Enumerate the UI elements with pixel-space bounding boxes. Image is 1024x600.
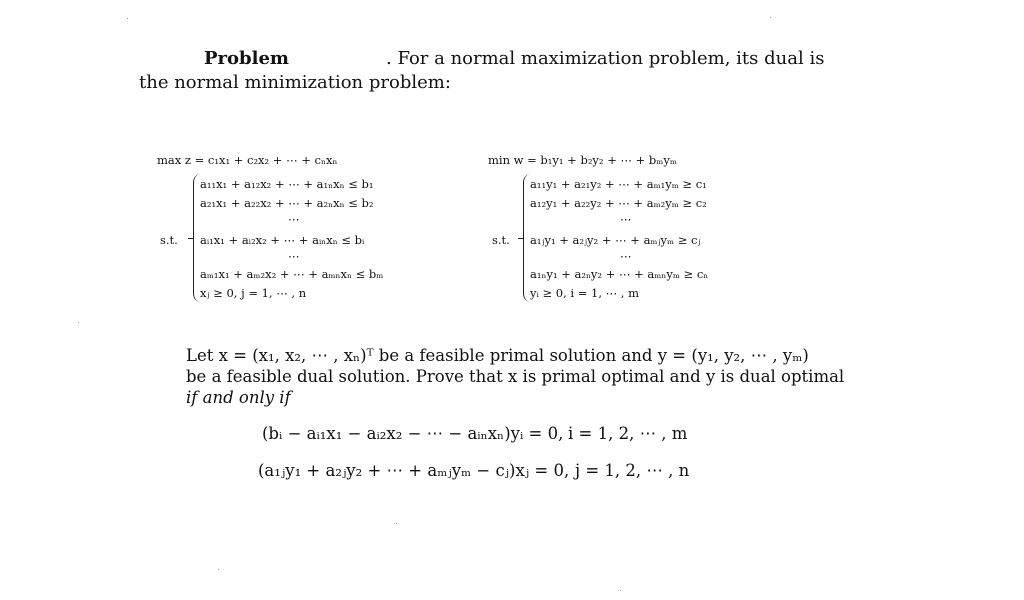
dual-st-label: s.t. xyxy=(492,233,510,247)
primal-constraint-2: a₂₁x₁ + a₂₂x₂ + ⋯ + a₂ₙxₙ ≤ b₂ xyxy=(200,196,374,210)
primal-brace xyxy=(193,174,200,302)
condition-2-range: j = 1, 2, ⋯ , n xyxy=(575,461,690,480)
primal-nonnegativity: xⱼ ≥ 0, j = 1, ⋯ , n xyxy=(200,286,307,300)
dual-constraint-j: a₁ⱼy₁ + a₂ⱼy₂ + ⋯ + aₘⱼyₘ ≥ cⱼ xyxy=(530,233,701,247)
statement-line-3: if and only if xyxy=(186,388,291,407)
dual-ellipsis-2: ⋯ xyxy=(620,249,632,263)
intro-line-2: the normal minimization problem: xyxy=(139,72,451,93)
primal-constraint-1: a₁₁x₁ + a₁₂x₂ + ⋯ + a₁ₙxₙ ≤ b₁ xyxy=(200,177,374,191)
problem-title: Problem xyxy=(204,48,289,69)
dual-constraint-2: a₁₂y₁ + a₂₂y₂ + ⋯ + aₘ₂yₘ ≥ c₂ xyxy=(530,196,707,210)
dual-ellipsis-1: ⋯ xyxy=(620,212,632,226)
primal-ellipsis-1: ⋯ xyxy=(288,212,300,226)
condition-1: (bᵢ − aᵢ₁x₁ − aᵢ₂x₂ − ⋯ − aᵢₙxₙ)yᵢ = 0, xyxy=(262,424,564,443)
primal-ellipsis-2: ⋯ xyxy=(288,249,300,263)
primal-constraint-m: aₘ₁x₁ + aₘ₂x₂ + ⋯ + aₘₙxₙ ≤ bₘ xyxy=(200,267,384,281)
condition-1-range: i = 1, 2, ⋯ , m xyxy=(568,424,688,443)
dual-constraint-1: a₁₁y₁ + a₂₁y₂ + ⋯ + aₘ₁yₘ ≥ c₁ xyxy=(530,177,707,191)
scan-speck xyxy=(396,523,397,524)
statement-line-1: Let x = (x₁, x₂, ⋯ , xₙ)ᵀ be a feasible primal solution and y = (y₁, y₂, ⋯ , yₘ) xyxy=(186,346,809,365)
scan-speck xyxy=(218,569,219,570)
statement-line-2: be a feasible dual solution. Prove that x is primal optimal and y is dual optimal xyxy=(186,367,845,386)
scan-speck xyxy=(127,18,128,19)
primal-st-label: s.t. xyxy=(160,233,178,247)
scan-speck xyxy=(620,590,621,591)
dual-constraint-n: a₁ₙy₁ + a₂ₙy₂ + ⋯ + aₘₙyₘ ≥ cₙ xyxy=(530,267,709,281)
primal-constraint-i: aᵢ₁x₁ + aᵢ₂x₂ + ⋯ + aᵢₙxₙ ≤ bᵢ xyxy=(200,233,365,247)
scan-speck xyxy=(78,322,79,323)
dual-brace xyxy=(523,174,530,302)
primal-objective: max z = c₁x₁ + c₂x₂ + ⋯ + cₙxₙ xyxy=(157,153,338,167)
intro-line-1: . For a normal maximization problem, its dual is xyxy=(386,48,825,69)
dual-nonnegativity: yᵢ ≥ 0, i = 1, ⋯ , m xyxy=(530,286,640,300)
condition-2: (a₁ⱼy₁ + a₂ⱼy₂ + ⋯ + aₘⱼyₘ − cⱼ)xⱼ = 0, xyxy=(258,461,570,480)
scan-speck xyxy=(770,17,771,18)
dual-objective: min w = b₁y₁ + b₂y₂ + ⋯ + bₘyₘ xyxy=(488,153,677,167)
